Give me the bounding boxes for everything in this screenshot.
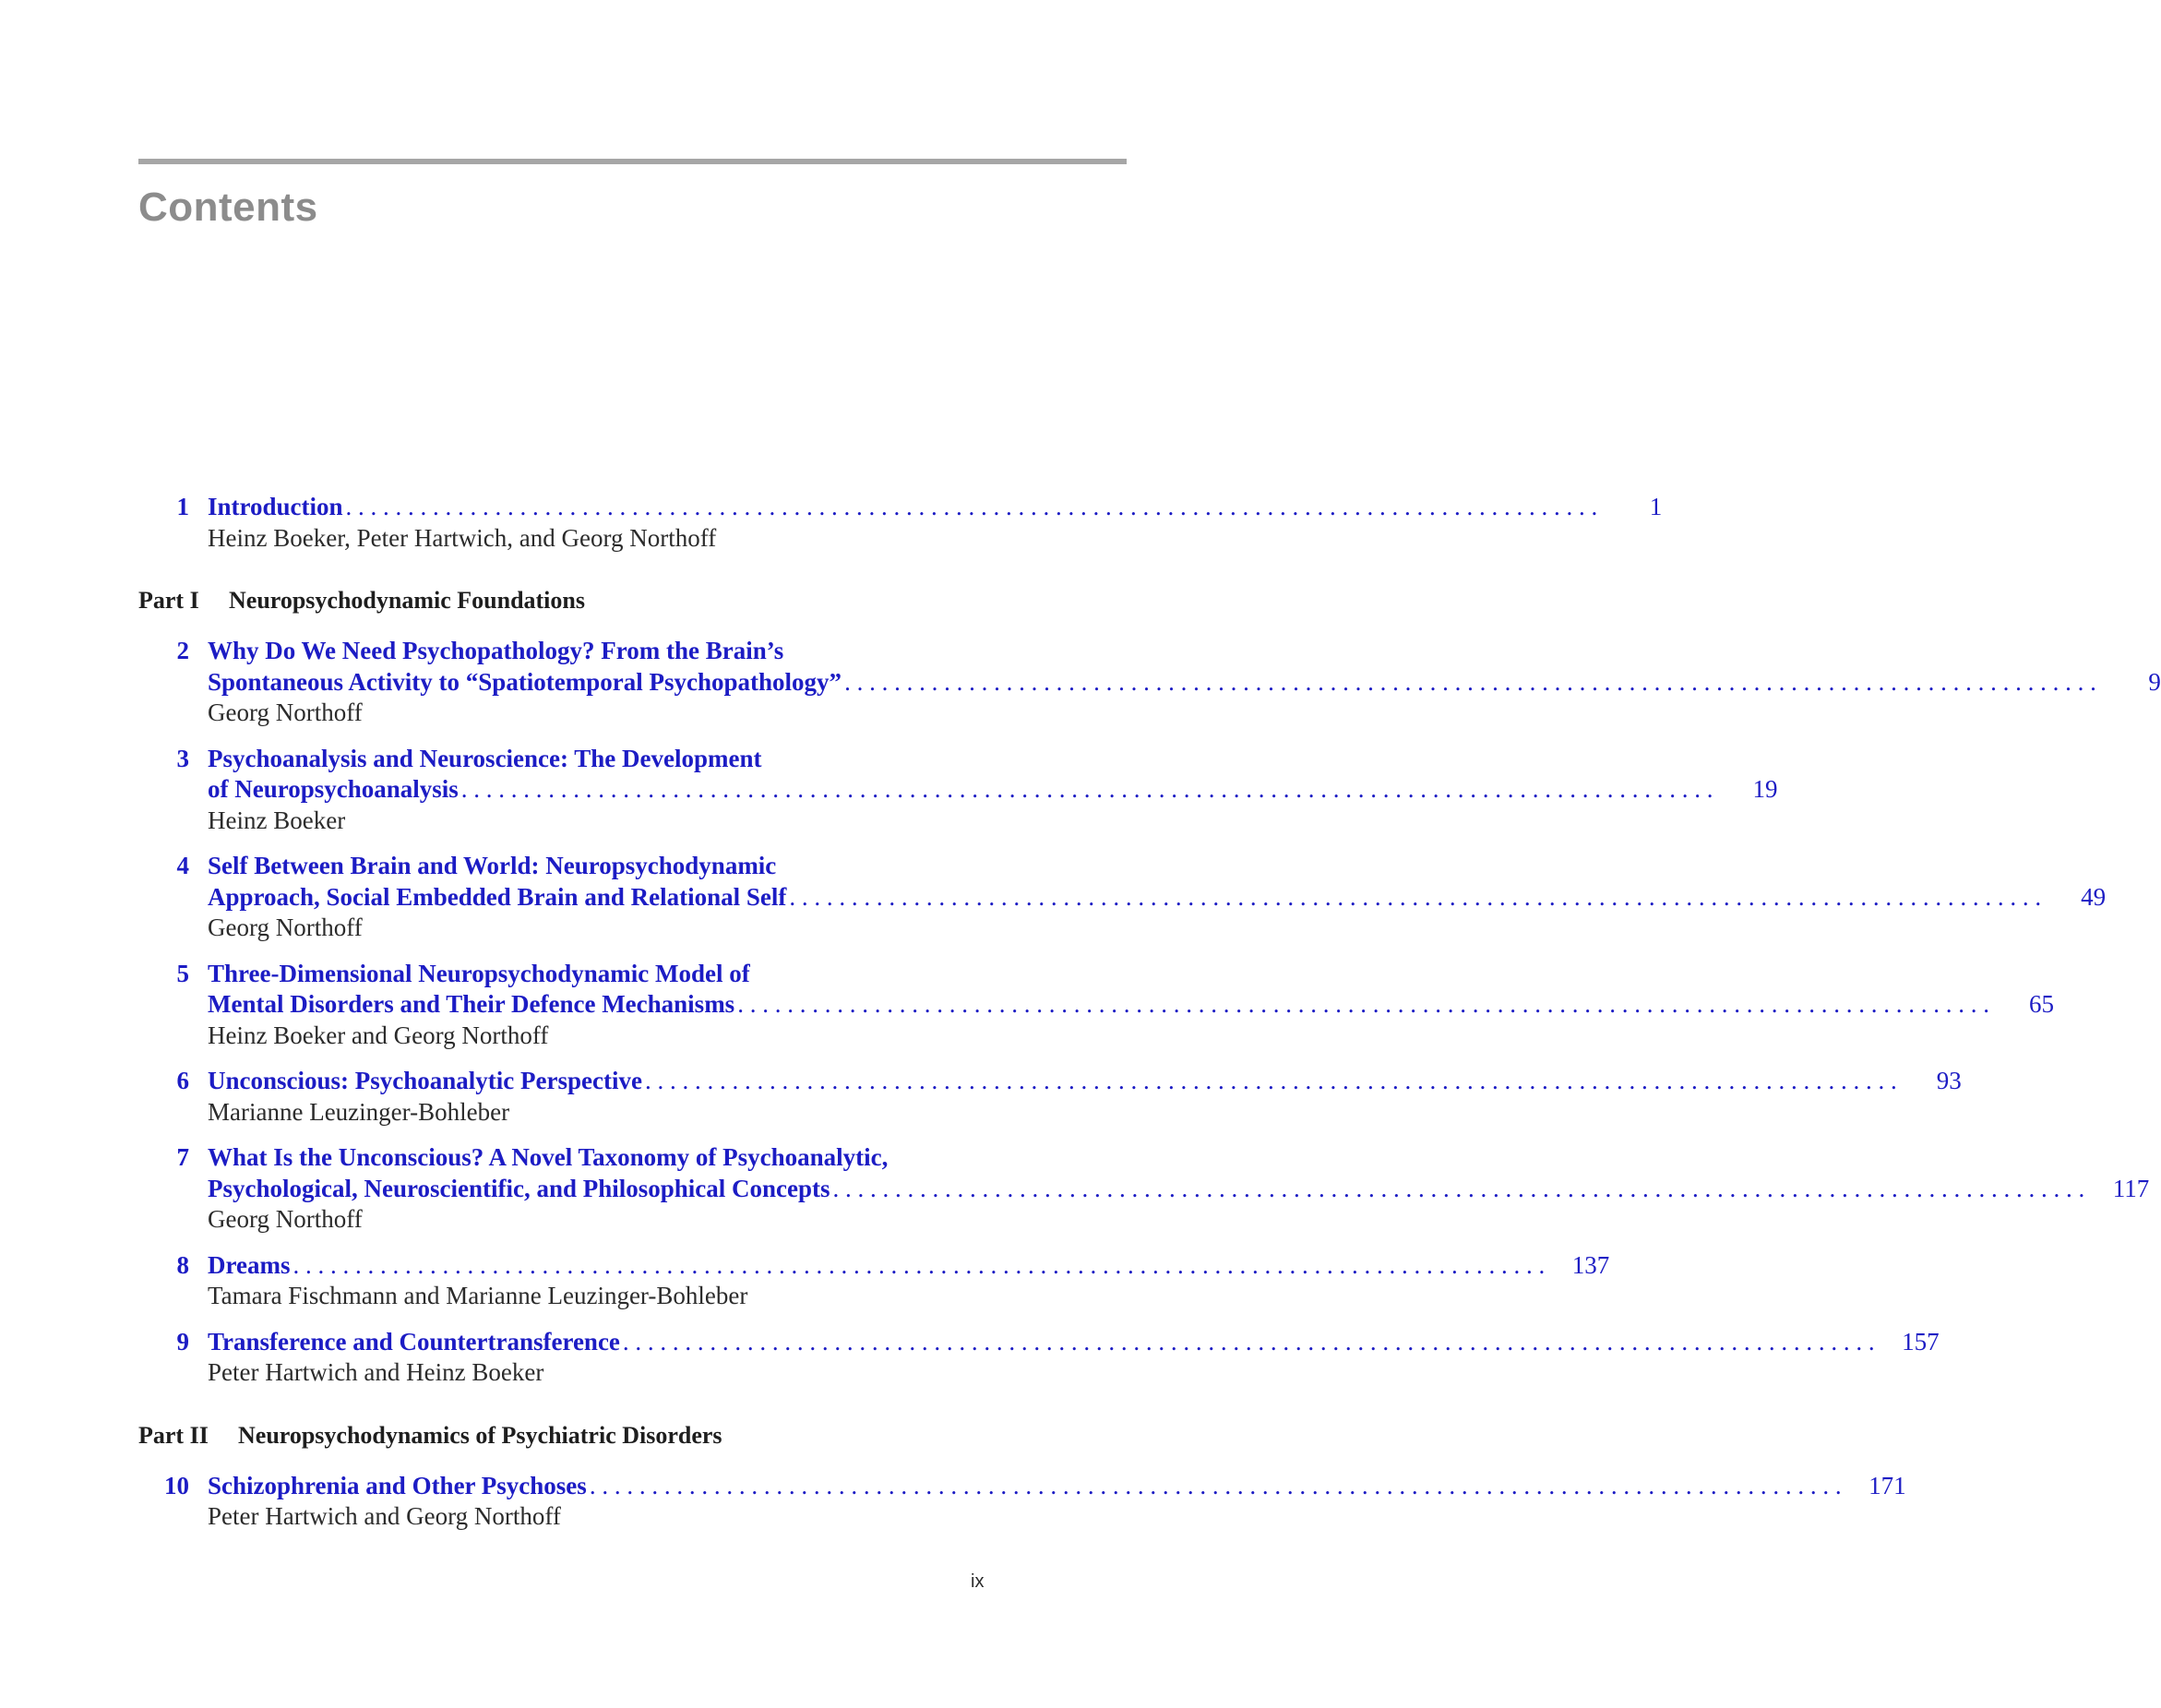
chapter-number[interactable]: 5 — [176, 959, 189, 987]
toc-entry[interactable] — [138, 636, 2161, 729]
chapter-number[interactable]: 4 — [176, 852, 189, 879]
chapter-title-line[interactable] — [208, 959, 2054, 990]
chapter-page-number[interactable]: 65 — [2028, 990, 2054, 1018]
chapter-title-link[interactable]: of Neuropsychoanalysis — [208, 775, 459, 803]
toc-entry[interactable] — [138, 1250, 1610, 1312]
chapter-title-link[interactable]: Transference and Countertransference — [208, 1327, 620, 1356]
toc-entry[interactable] — [138, 851, 2107, 944]
chapter-title-link[interactable]: Psychoanalysis and Neuroscience: The Development — [208, 744, 762, 772]
part-heading — [138, 1420, 991, 1451]
chapter-page-number[interactable]: 1 — [1649, 493, 1663, 520]
chapter-body — [189, 1327, 1940, 1389]
chapter-authors: Heinz Boeker — [208, 806, 346, 834]
toc-entry[interactable] — [138, 959, 2054, 1052]
chapter-authors: Peter Hartwich and Heinz Boeker — [208, 1358, 544, 1386]
chapter-title-line[interactable] — [208, 492, 1662, 523]
chapter-authors: Georg Northoff — [208, 914, 363, 941]
chapter-body — [189, 636, 2161, 729]
chapter-number[interactable]: 8 — [176, 1250, 189, 1279]
chapter-body — [189, 1066, 1962, 1128]
chapter-title-line[interactable] — [208, 774, 1778, 806]
chapter-title-line[interactable] — [208, 1174, 2149, 1205]
toc-entry[interactable] — [138, 744, 1778, 837]
chapter-authors: Heinz Boeker and Georg Northoff — [208, 1021, 549, 1049]
chapter-title-line[interactable] — [208, 1471, 1906, 1502]
chapter-authors: Peter Hartwich and Georg Northoff — [208, 1502, 561, 1530]
toc-entry[interactable] — [138, 1142, 2150, 1236]
chapter-title-link[interactable]: Spontaneous Activity to “Spatiotemporal Psychopathology” — [208, 667, 842, 696]
chapter-body — [189, 959, 2054, 1052]
chapter-title-line[interactable] — [208, 989, 2054, 1021]
chapter-title-line[interactable] — [208, 1250, 1609, 1282]
chapter-title-link[interactable]: Introduction — [208, 493, 343, 520]
chapter-title-line[interactable] — [208, 851, 2106, 882]
chapter-authors: Marianne Leuzinger-Bohleber — [208, 1097, 510, 1126]
chapter-title-line[interactable] — [208, 667, 2161, 699]
toc-entry[interactable] — [138, 1327, 1940, 1389]
chapter-title-link[interactable]: Approach, Social Embedded Brain and Relational Self — [208, 882, 787, 911]
chapter-title-line[interactable] — [208, 882, 2106, 914]
dot-leader — [844, 667, 2096, 699]
chapter-number[interactable]: 10 — [164, 1471, 189, 1499]
chapter-number[interactable]: 2 — [176, 637, 189, 664]
part-title: Neuropsychodynamics of Psychiatric Disorders — [238, 1421, 722, 1449]
chapter-authors: Georg Northoff — [208, 1205, 363, 1233]
chapter-page-number[interactable]: 19 — [1752, 775, 1778, 803]
chapter-authors: Tamara Fischmann and Marianne Leuzinger-Bohleber — [208, 1282, 748, 1309]
chapter-number[interactable]: 7 — [176, 1143, 189, 1171]
toc-entry[interactable] — [138, 492, 1663, 554]
chapter-title-line[interactable] — [208, 1327, 1940, 1358]
chapter-page-number[interactable]: 93 — [1936, 1067, 1962, 1094]
dot-leader — [623, 1327, 1875, 1358]
table-of-contents — [138, 492, 2161, 1547]
chapter-body — [189, 1250, 1609, 1312]
chapter-authors: Georg Northoff — [208, 699, 363, 726]
chapter-body — [189, 744, 1778, 837]
part-number: Part I — [138, 587, 199, 614]
chapter-title-line[interactable] — [208, 1142, 2149, 1174]
chapter-body — [189, 1142, 2149, 1236]
dot-leader — [789, 882, 2041, 914]
chapter-title-link[interactable]: Self Between Brain and World: Neuropsychodynamic — [208, 852, 777, 879]
dot-leader — [737, 989, 1989, 1021]
page-title: Contents — [138, 185, 318, 230]
chapter-title-link[interactable]: Schizophrenia and Other Psychoses — [208, 1471, 587, 1499]
part-number: Part II — [138, 1421, 209, 1449]
chapter-authors: Heinz Boeker, Peter Hartwich, and Georg Northoff — [208, 523, 717, 552]
header-rule — [138, 159, 1127, 164]
part-heading — [138, 585, 991, 616]
chapter-page-number[interactable]: 171 — [1868, 1471, 1906, 1499]
chapter-title-line[interactable] — [208, 636, 2161, 667]
chapter-title-link[interactable]: Dreams — [208, 1250, 291, 1279]
chapter-title-link[interactable]: What Is the Unconscious? A Novel Taxonomy of Psychoanalytic, — [208, 1143, 889, 1171]
page-number-folio: ix — [971, 1571, 985, 1592]
chapter-body — [189, 492, 1662, 554]
dot-leader — [645, 1066, 1897, 1097]
chapter-body — [189, 851, 2106, 944]
part-title: Neuropsychodynamic Foundations — [229, 587, 585, 614]
chapter-title-link[interactable]: Mental Disorders and Their Defence Mechanisms — [208, 990, 735, 1018]
chapter-number[interactable]: 1 — [176, 493, 189, 520]
toc-entry[interactable] — [138, 1471, 1906, 1533]
chapter-number[interactable]: 3 — [176, 744, 189, 772]
toc-entry[interactable] — [138, 1066, 1962, 1128]
chapter-number[interactable]: 6 — [176, 1067, 189, 1094]
chapter-title-link[interactable]: Psychological, Neuroscientific, and Philosophical Concepts — [208, 1174, 830, 1202]
chapter-number[interactable]: 9 — [176, 1327, 189, 1356]
chapter-title-line[interactable] — [208, 1066, 1962, 1097]
dot-leader — [346, 492, 1598, 523]
dot-leader — [461, 774, 1713, 806]
chapter-title-link[interactable]: Unconscious: Psychoanalytic Perspective — [208, 1067, 642, 1094]
chapter-title-link[interactable]: Three-Dimensional Neuropsychodynamic Model of — [208, 959, 750, 987]
chapter-page-number[interactable]: 117 — [2112, 1174, 2150, 1202]
chapter-title-line[interactable] — [208, 744, 1778, 775]
chapter-body — [189, 1471, 1906, 1533]
chapter-page-number[interactable]: 137 — [1571, 1250, 1610, 1279]
dot-leader — [293, 1250, 1545, 1282]
dot-leader — [590, 1471, 1842, 1502]
chapter-page-number[interactable]: 9 — [2148, 667, 2161, 696]
chapter-page-number[interactable]: 157 — [1902, 1327, 1940, 1356]
dot-leader — [833, 1174, 2085, 1205]
chapter-title-link[interactable]: Why Do We Need Psychopathology? From the Brain’s — [208, 637, 784, 664]
chapter-page-number[interactable]: 49 — [2081, 882, 2107, 911]
